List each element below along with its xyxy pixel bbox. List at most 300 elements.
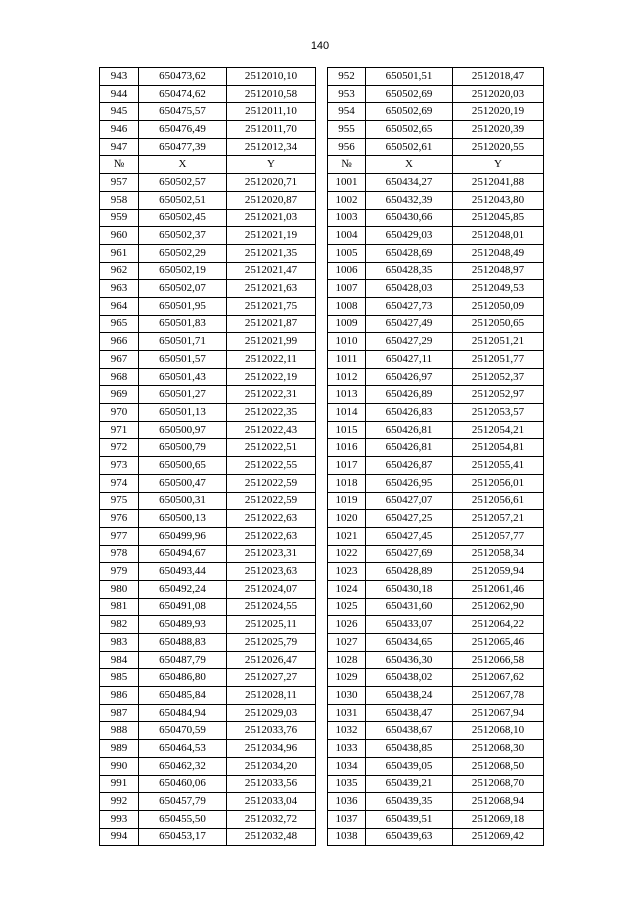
- left-x-coordinate-cell: 650486,80: [139, 669, 227, 687]
- right-x-coordinate-cell: 650439,21: [366, 775, 453, 793]
- table-row: [100, 68, 544, 86]
- table-row: [100, 333, 544, 351]
- left-y-coordinate-cell: 2512011,70: [227, 121, 316, 139]
- right-point-number-cell: 954: [328, 103, 366, 121]
- left-x-coordinate-cell: 650453,17: [139, 828, 227, 846]
- left-point-number-cell: 964: [100, 297, 139, 315]
- right-point-number-cell: 1004: [328, 227, 366, 245]
- table-row: [100, 315, 544, 333]
- right-y-coordinate-cell: 2512020,03: [453, 85, 544, 103]
- left-y-coordinate-cell: 2512023,63: [227, 563, 316, 581]
- right-x-coordinate-cell: 650434,27: [366, 174, 453, 192]
- left-point-number-cell: 963: [100, 280, 139, 298]
- left-point-number-cell: 944: [100, 85, 139, 103]
- column-gap: [316, 757, 328, 775]
- right-y-coordinate-cell: 2512051,77: [453, 351, 544, 369]
- right-x-coordinate-cell: 650438,02: [366, 669, 453, 687]
- right-y-coordinate-cell: 2512061,46: [453, 580, 544, 598]
- column-gap: [316, 527, 328, 545]
- left-point-number-cell: 993: [100, 810, 139, 828]
- right-point-number-cell: 1005: [328, 244, 366, 262]
- right-x-coordinate-cell: 650427,49: [366, 315, 453, 333]
- left-point-number-cell: 979: [100, 563, 139, 581]
- table-row: [100, 474, 544, 492]
- right-x-coordinate-cell: 650427,25: [366, 510, 453, 528]
- right-y-coordinate-cell: 2512067,94: [453, 704, 544, 722]
- right-y-coordinate-cell: 2512055,41: [453, 457, 544, 475]
- left-x-coordinate-cell: 650501,95: [139, 297, 227, 315]
- column-gap: [316, 722, 328, 740]
- left-x-coordinate-cell: 650491,08: [139, 598, 227, 616]
- right-y-coordinate-cell: 2512069,42: [453, 828, 544, 846]
- left-point-number-cell: 991: [100, 775, 139, 793]
- column-gap: [316, 492, 328, 510]
- column-gap: [316, 704, 328, 722]
- table-row: [100, 722, 544, 740]
- column-gap: [316, 68, 328, 86]
- left-y-coordinate-cell: 2512021,19: [227, 227, 316, 245]
- left-y-coordinate-cell: 2512032,72: [227, 810, 316, 828]
- left-y-coordinate-cell: 2512022,51: [227, 439, 316, 457]
- left-y-coordinate-cell: 2512022,43: [227, 421, 316, 439]
- right-y-coordinate-cell: 2512041,88: [453, 174, 544, 192]
- left-x-coordinate-cell: 650501,43: [139, 368, 227, 386]
- left-x-coordinate-cell: 650474,62: [139, 85, 227, 103]
- left-y-coordinate-cell: 2512020,71: [227, 174, 316, 192]
- right-x-coordinate-cell: 650439,35: [366, 793, 453, 811]
- right-x-coordinate-cell: 650426,83: [366, 404, 453, 422]
- right-point-number-cell: 1034: [328, 757, 366, 775]
- left-y-coordinate-cell: 2512022,11: [227, 351, 316, 369]
- left-y-coordinate-cell: 2512032,48: [227, 828, 316, 846]
- left-point-number-cell: 992: [100, 793, 139, 811]
- left-header-x: X: [139, 156, 227, 174]
- right-x-coordinate-cell: 650426,97: [366, 368, 453, 386]
- right-x-coordinate-cell: 650428,03: [366, 280, 453, 298]
- table-row: [100, 351, 544, 369]
- right-point-number-cell: 1037: [328, 810, 366, 828]
- column-gap: [316, 793, 328, 811]
- left-point-number-cell: 977: [100, 527, 139, 545]
- right-point-number-cell: 1006: [328, 262, 366, 280]
- table-row: [100, 297, 544, 315]
- right-y-coordinate-cell: 2512052,37: [453, 368, 544, 386]
- table-row: [100, 634, 544, 652]
- right-header-number: №: [328, 156, 366, 174]
- table-row: [100, 439, 544, 457]
- left-x-coordinate-cell: 650502,51: [139, 191, 227, 209]
- right-x-coordinate-cell: 650429,03: [366, 227, 453, 245]
- left-x-coordinate-cell: 650462,32: [139, 757, 227, 775]
- table-row: [100, 651, 544, 669]
- right-x-coordinate-cell: 650432,39: [366, 191, 453, 209]
- table-row: [100, 103, 544, 121]
- left-y-coordinate-cell: 2512028,11: [227, 687, 316, 705]
- right-point-number-cell: 1030: [328, 687, 366, 705]
- right-point-number-cell: 1021: [328, 527, 366, 545]
- left-y-coordinate-cell: 2512022,55: [227, 457, 316, 475]
- right-x-coordinate-cell: 650502,69: [366, 103, 453, 121]
- column-gap: [316, 775, 328, 793]
- left-x-coordinate-cell: 650501,13: [139, 404, 227, 422]
- left-x-coordinate-cell: 650502,45: [139, 209, 227, 227]
- right-y-coordinate-cell: 2512043,80: [453, 191, 544, 209]
- left-point-number-cell: 943: [100, 68, 139, 86]
- column-gap: [316, 351, 328, 369]
- left-point-number-cell: 973: [100, 457, 139, 475]
- left-point-number-cell: 970: [100, 404, 139, 422]
- right-x-coordinate-cell: 650426,95: [366, 474, 453, 492]
- right-x-coordinate-cell: 650438,85: [366, 740, 453, 758]
- table-row: [100, 527, 544, 545]
- left-y-coordinate-cell: 2512021,87: [227, 315, 316, 333]
- left-point-number-cell: 969: [100, 386, 139, 404]
- table-row: [100, 209, 544, 227]
- left-point-number-cell: 983: [100, 634, 139, 652]
- table-row: [100, 138, 544, 156]
- left-y-coordinate-cell: 2512021,35: [227, 244, 316, 262]
- column-gap: [316, 227, 328, 245]
- left-y-coordinate-cell: 2512025,79: [227, 634, 316, 652]
- right-x-coordinate-cell: 650427,69: [366, 545, 453, 563]
- table-row: [100, 191, 544, 209]
- left-y-coordinate-cell: 2512022,63: [227, 527, 316, 545]
- column-gap: [316, 404, 328, 422]
- left-x-coordinate-cell: 650501,71: [139, 333, 227, 351]
- left-point-number-cell: 975: [100, 492, 139, 510]
- right-x-coordinate-cell: 650430,66: [366, 209, 453, 227]
- left-header-y: Y: [227, 156, 316, 174]
- column-gap: [316, 634, 328, 652]
- left-x-coordinate-cell: 650484,94: [139, 704, 227, 722]
- left-point-number-cell: 958: [100, 191, 139, 209]
- right-x-coordinate-cell: 650438,47: [366, 704, 453, 722]
- right-y-coordinate-cell: 2512068,70: [453, 775, 544, 793]
- table-row: [100, 280, 544, 298]
- right-point-number-cell: 1025: [328, 598, 366, 616]
- column-gap: [316, 457, 328, 475]
- left-y-coordinate-cell: 2512021,03: [227, 209, 316, 227]
- table-row: [100, 121, 544, 139]
- right-point-number-cell: 1007: [328, 280, 366, 298]
- left-y-coordinate-cell: 2512025,11: [227, 616, 316, 634]
- left-x-coordinate-cell: 650489,93: [139, 616, 227, 634]
- right-x-coordinate-cell: 650426,89: [366, 386, 453, 404]
- right-x-coordinate-cell: 650426,81: [366, 421, 453, 439]
- left-y-coordinate-cell: 2512022,59: [227, 474, 316, 492]
- right-y-coordinate-cell: 2512067,62: [453, 669, 544, 687]
- left-x-coordinate-cell: 650500,13: [139, 510, 227, 528]
- left-point-number-cell: 972: [100, 439, 139, 457]
- right-y-coordinate-cell: 2512049,53: [453, 280, 544, 298]
- right-point-number-cell: 1019: [328, 492, 366, 510]
- column-gap: [316, 598, 328, 616]
- right-point-number-cell: 1003: [328, 209, 366, 227]
- left-x-coordinate-cell: 650501,27: [139, 386, 227, 404]
- left-y-coordinate-cell: 2512033,56: [227, 775, 316, 793]
- table-row: [100, 598, 544, 616]
- right-point-number-cell: 1023: [328, 563, 366, 581]
- table-row: [100, 386, 544, 404]
- left-y-coordinate-cell: 2512023,31: [227, 545, 316, 563]
- left-x-coordinate-cell: 650501,83: [139, 315, 227, 333]
- table-row: [100, 828, 544, 846]
- right-y-coordinate-cell: 2512069,18: [453, 810, 544, 828]
- left-x-coordinate-cell: 650473,62: [139, 68, 227, 86]
- left-x-coordinate-cell: 650500,47: [139, 474, 227, 492]
- left-x-coordinate-cell: 650500,97: [139, 421, 227, 439]
- left-x-coordinate-cell: 650477,39: [139, 138, 227, 156]
- table-row: [100, 580, 544, 598]
- table-header-row: [100, 156, 544, 174]
- right-x-coordinate-cell: 650433,07: [366, 616, 453, 634]
- column-gap: [316, 669, 328, 687]
- right-point-number-cell: 955: [328, 121, 366, 139]
- left-x-coordinate-cell: 650476,49: [139, 121, 227, 139]
- left-x-coordinate-cell: 650460,06: [139, 775, 227, 793]
- column-gap: [316, 191, 328, 209]
- left-point-number-cell: 986: [100, 687, 139, 705]
- left-x-coordinate-cell: 650500,65: [139, 457, 227, 475]
- left-point-number-cell: 989: [100, 740, 139, 758]
- table-row: [100, 174, 544, 192]
- left-point-number-cell: 966: [100, 333, 139, 351]
- right-y-coordinate-cell: 2512054,21: [453, 421, 544, 439]
- left-x-coordinate-cell: 650493,44: [139, 563, 227, 581]
- page-number: 140: [310, 40, 330, 52]
- left-y-coordinate-cell: 2512010,10: [227, 68, 316, 86]
- left-point-number-cell: 945: [100, 103, 139, 121]
- right-y-coordinate-cell: 2512051,21: [453, 333, 544, 351]
- coordinates-table-body: [100, 68, 544, 846]
- right-y-coordinate-cell: 2512058,34: [453, 545, 544, 563]
- left-x-coordinate-cell: 650464,53: [139, 740, 227, 758]
- right-x-coordinate-cell: 650426,81: [366, 439, 453, 457]
- right-point-number-cell: 1011: [328, 351, 366, 369]
- column-gap: [316, 333, 328, 351]
- right-x-coordinate-cell: 650430,18: [366, 580, 453, 598]
- right-y-coordinate-cell: 2512062,90: [453, 598, 544, 616]
- right-point-number-cell: 1014: [328, 404, 366, 422]
- left-x-coordinate-cell: 650501,57: [139, 351, 227, 369]
- column-gap: [316, 474, 328, 492]
- table-row: [100, 616, 544, 634]
- left-point-number-cell: 961: [100, 244, 139, 262]
- column-gap: [316, 315, 328, 333]
- right-y-coordinate-cell: 2512057,21: [453, 510, 544, 528]
- column-gap: [316, 580, 328, 598]
- right-point-number-cell: 1013: [328, 386, 366, 404]
- left-header-number: №: [100, 156, 139, 174]
- table-row: [100, 457, 544, 475]
- table-row: [100, 563, 544, 581]
- right-x-coordinate-cell: 650427,29: [366, 333, 453, 351]
- right-y-coordinate-cell: 2512020,39: [453, 121, 544, 139]
- column-gap: [316, 209, 328, 227]
- right-y-coordinate-cell: 2512054,81: [453, 439, 544, 457]
- right-x-coordinate-cell: 650426,87: [366, 457, 453, 475]
- right-x-coordinate-cell: 650502,61: [366, 138, 453, 156]
- right-point-number-cell: 953: [328, 85, 366, 103]
- left-point-number-cell: 985: [100, 669, 139, 687]
- table-row: [100, 669, 544, 687]
- right-point-number-cell: 956: [328, 138, 366, 156]
- left-x-coordinate-cell: 650500,79: [139, 439, 227, 457]
- right-point-number-cell: 1036: [328, 793, 366, 811]
- right-y-coordinate-cell: 2512020,55: [453, 138, 544, 156]
- column-gap: [316, 545, 328, 563]
- column-gap: [316, 174, 328, 192]
- column-gap: [316, 85, 328, 103]
- column-gap: [316, 386, 328, 404]
- left-y-coordinate-cell: 2512012,34: [227, 138, 316, 156]
- right-x-coordinate-cell: 650501,51: [366, 68, 453, 86]
- right-y-coordinate-cell: 2512048,97: [453, 262, 544, 280]
- left-point-number-cell: 959: [100, 209, 139, 227]
- left-point-number-cell: 980: [100, 580, 139, 598]
- column-gap: [316, 810, 328, 828]
- column-gap: [316, 740, 328, 758]
- right-x-coordinate-cell: 650434,65: [366, 634, 453, 652]
- column-gap: [316, 297, 328, 315]
- right-point-number-cell: 1038: [328, 828, 366, 846]
- table-row: [100, 793, 544, 811]
- right-point-number-cell: 1020: [328, 510, 366, 528]
- column-gap: [316, 651, 328, 669]
- left-y-coordinate-cell: 2512026,47: [227, 651, 316, 669]
- right-y-coordinate-cell: 2512045,85: [453, 209, 544, 227]
- right-y-coordinate-cell: 2512050,65: [453, 315, 544, 333]
- table-row: [100, 810, 544, 828]
- right-y-coordinate-cell: 2512068,30: [453, 740, 544, 758]
- right-x-coordinate-cell: 650427,73: [366, 297, 453, 315]
- right-point-number-cell: 1002: [328, 191, 366, 209]
- left-point-number-cell: 990: [100, 757, 139, 775]
- left-point-number-cell: 984: [100, 651, 139, 669]
- right-x-coordinate-cell: 650427,07: [366, 492, 453, 510]
- right-point-number-cell: 1015: [328, 421, 366, 439]
- column-gap: [316, 280, 328, 298]
- left-y-coordinate-cell: 2512022,59: [227, 492, 316, 510]
- column-gap: [316, 368, 328, 386]
- table-row: [100, 244, 544, 262]
- column-gap: [316, 687, 328, 705]
- left-point-number-cell: 947: [100, 138, 139, 156]
- left-y-coordinate-cell: 2512010,58: [227, 85, 316, 103]
- column-gap: [316, 156, 328, 174]
- right-point-number-cell: 1018: [328, 474, 366, 492]
- right-header-y: Y: [453, 156, 544, 174]
- table-row: [100, 421, 544, 439]
- left-y-coordinate-cell: 2512024,07: [227, 580, 316, 598]
- right-header-x: X: [366, 156, 453, 174]
- left-point-number-cell: 946: [100, 121, 139, 139]
- left-x-coordinate-cell: 650502,37: [139, 227, 227, 245]
- table-row: [100, 492, 544, 510]
- left-point-number-cell: 957: [100, 174, 139, 192]
- left-point-number-cell: 988: [100, 722, 139, 740]
- left-y-coordinate-cell: 2512021,63: [227, 280, 316, 298]
- column-gap: [316, 616, 328, 634]
- left-point-number-cell: 987: [100, 704, 139, 722]
- left-y-coordinate-cell: 2512020,87: [227, 191, 316, 209]
- left-y-coordinate-cell: 2512034,20: [227, 757, 316, 775]
- table-row: [100, 404, 544, 422]
- right-y-coordinate-cell: 2512048,49: [453, 244, 544, 262]
- left-point-number-cell: 968: [100, 368, 139, 386]
- left-x-coordinate-cell: 650494,67: [139, 545, 227, 563]
- right-y-coordinate-cell: 2512018,47: [453, 68, 544, 86]
- right-point-number-cell: 1012: [328, 368, 366, 386]
- left-point-number-cell: 974: [100, 474, 139, 492]
- right-point-number-cell: 1022: [328, 545, 366, 563]
- right-y-coordinate-cell: 2512064,22: [453, 616, 544, 634]
- right-point-number-cell: 1016: [328, 439, 366, 457]
- right-point-number-cell: 952: [328, 68, 366, 86]
- left-y-coordinate-cell: 2512024,55: [227, 598, 316, 616]
- table-row: [100, 687, 544, 705]
- table-row: [100, 510, 544, 528]
- left-y-coordinate-cell: 2512033,04: [227, 793, 316, 811]
- left-x-coordinate-cell: 650492,24: [139, 580, 227, 598]
- left-y-coordinate-cell: 2512022,63: [227, 510, 316, 528]
- left-x-coordinate-cell: 650475,57: [139, 103, 227, 121]
- right-point-number-cell: 1029: [328, 669, 366, 687]
- column-gap: [316, 421, 328, 439]
- right-x-coordinate-cell: 650502,65: [366, 121, 453, 139]
- left-x-coordinate-cell: 650457,79: [139, 793, 227, 811]
- coordinates-table: [99, 67, 544, 846]
- left-y-coordinate-cell: 2512022,31: [227, 386, 316, 404]
- left-point-number-cell: 967: [100, 351, 139, 369]
- right-y-coordinate-cell: 2512056,61: [453, 492, 544, 510]
- column-gap: [316, 510, 328, 528]
- table-row: [100, 704, 544, 722]
- left-y-coordinate-cell: 2512027,27: [227, 669, 316, 687]
- right-point-number-cell: 1035: [328, 775, 366, 793]
- table-row: [100, 740, 544, 758]
- left-y-coordinate-cell: 2512034,96: [227, 740, 316, 758]
- right-y-coordinate-cell: 2512065,46: [453, 634, 544, 652]
- left-x-coordinate-cell: 650499,96: [139, 527, 227, 545]
- right-x-coordinate-cell: 650439,51: [366, 810, 453, 828]
- right-x-coordinate-cell: 650502,69: [366, 85, 453, 103]
- column-gap: [316, 439, 328, 457]
- left-x-coordinate-cell: 650470,59: [139, 722, 227, 740]
- right-x-coordinate-cell: 650428,35: [366, 262, 453, 280]
- right-point-number-cell: 1032: [328, 722, 366, 740]
- left-y-coordinate-cell: 2512022,19: [227, 368, 316, 386]
- table-row: [100, 757, 544, 775]
- table-row: [100, 227, 544, 245]
- left-x-coordinate-cell: 650502,19: [139, 262, 227, 280]
- left-y-coordinate-cell: 2512021,75: [227, 297, 316, 315]
- left-point-number-cell: 994: [100, 828, 139, 846]
- right-point-number-cell: 1027: [328, 634, 366, 652]
- right-x-coordinate-cell: 650428,69: [366, 244, 453, 262]
- right-x-coordinate-cell: 650428,89: [366, 563, 453, 581]
- left-x-coordinate-cell: 650502,29: [139, 244, 227, 262]
- right-y-coordinate-cell: 2512068,50: [453, 757, 544, 775]
- column-gap: [316, 121, 328, 139]
- right-point-number-cell: 1031: [328, 704, 366, 722]
- column-gap: [316, 828, 328, 846]
- left-x-coordinate-cell: 650502,57: [139, 174, 227, 192]
- right-y-coordinate-cell: 2512068,10: [453, 722, 544, 740]
- left-y-coordinate-cell: 2512011,10: [227, 103, 316, 121]
- right-x-coordinate-cell: 650438,24: [366, 687, 453, 705]
- right-x-coordinate-cell: 650427,45: [366, 527, 453, 545]
